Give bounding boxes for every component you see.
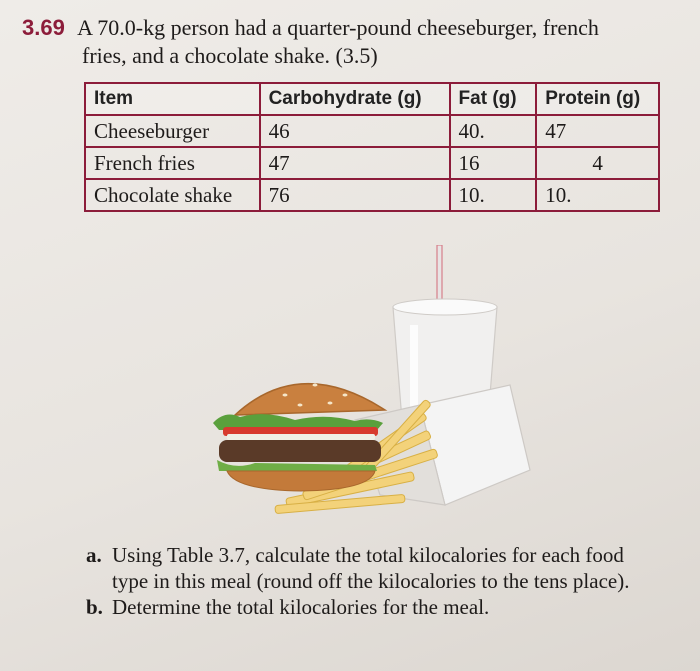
nutrition-table (84, 82, 660, 212)
cell-protein: 47 (536, 115, 659, 147)
cell-carbohydrate: 46 (260, 115, 450, 147)
question-a (86, 542, 686, 568)
cell-item: French fries (85, 147, 260, 179)
header-fat: Fat (g) (450, 83, 537, 115)
question-text: Determine the total kilocalories for the meal. (112, 595, 490, 619)
question-b (86, 594, 686, 620)
question-a-continued: type in this meal (round off the kilocalories to the tens place). (112, 569, 630, 593)
cell-fat: 10. (450, 179, 537, 211)
table-header-row (85, 83, 659, 115)
problem-statement (22, 14, 662, 42)
header-carbohydrate: Carbohydrate (g) (260, 83, 450, 115)
question-letter: a. (86, 543, 102, 567)
cell-protein: 10. (536, 179, 659, 211)
problem-text-line1: A 70.0-kg person had a quarter-pound cheeseburger, french (77, 15, 599, 40)
header-item: Item (85, 83, 260, 115)
table-row (85, 179, 659, 211)
problem-text-line2: fries, and a chocolate shake. (3.5) (82, 43, 378, 68)
cell-item: Chocolate shake (85, 179, 260, 211)
cell-fat: 40. (450, 115, 537, 147)
question-text: Using Table 3.7, calculate the total kilocalories for each food (112, 543, 624, 567)
table-row (85, 147, 659, 179)
fast-food-meal-illustration (205, 245, 540, 520)
questions-section (86, 542, 686, 620)
cell-carbohydrate: 76 (260, 179, 450, 211)
cell-protein: 4 (536, 147, 659, 179)
cell-fat: 16 (450, 147, 537, 179)
cell-item: Cheeseburger (85, 115, 260, 147)
straw-icon (437, 245, 442, 307)
cell-carbohydrate: 47 (260, 147, 450, 179)
question-letter: b. (86, 595, 103, 619)
header-protein: Protein (g) (536, 83, 659, 115)
cheeseburger-icon (213, 384, 385, 492)
table-row (85, 115, 659, 147)
problem-number: 3.69 (22, 15, 65, 40)
